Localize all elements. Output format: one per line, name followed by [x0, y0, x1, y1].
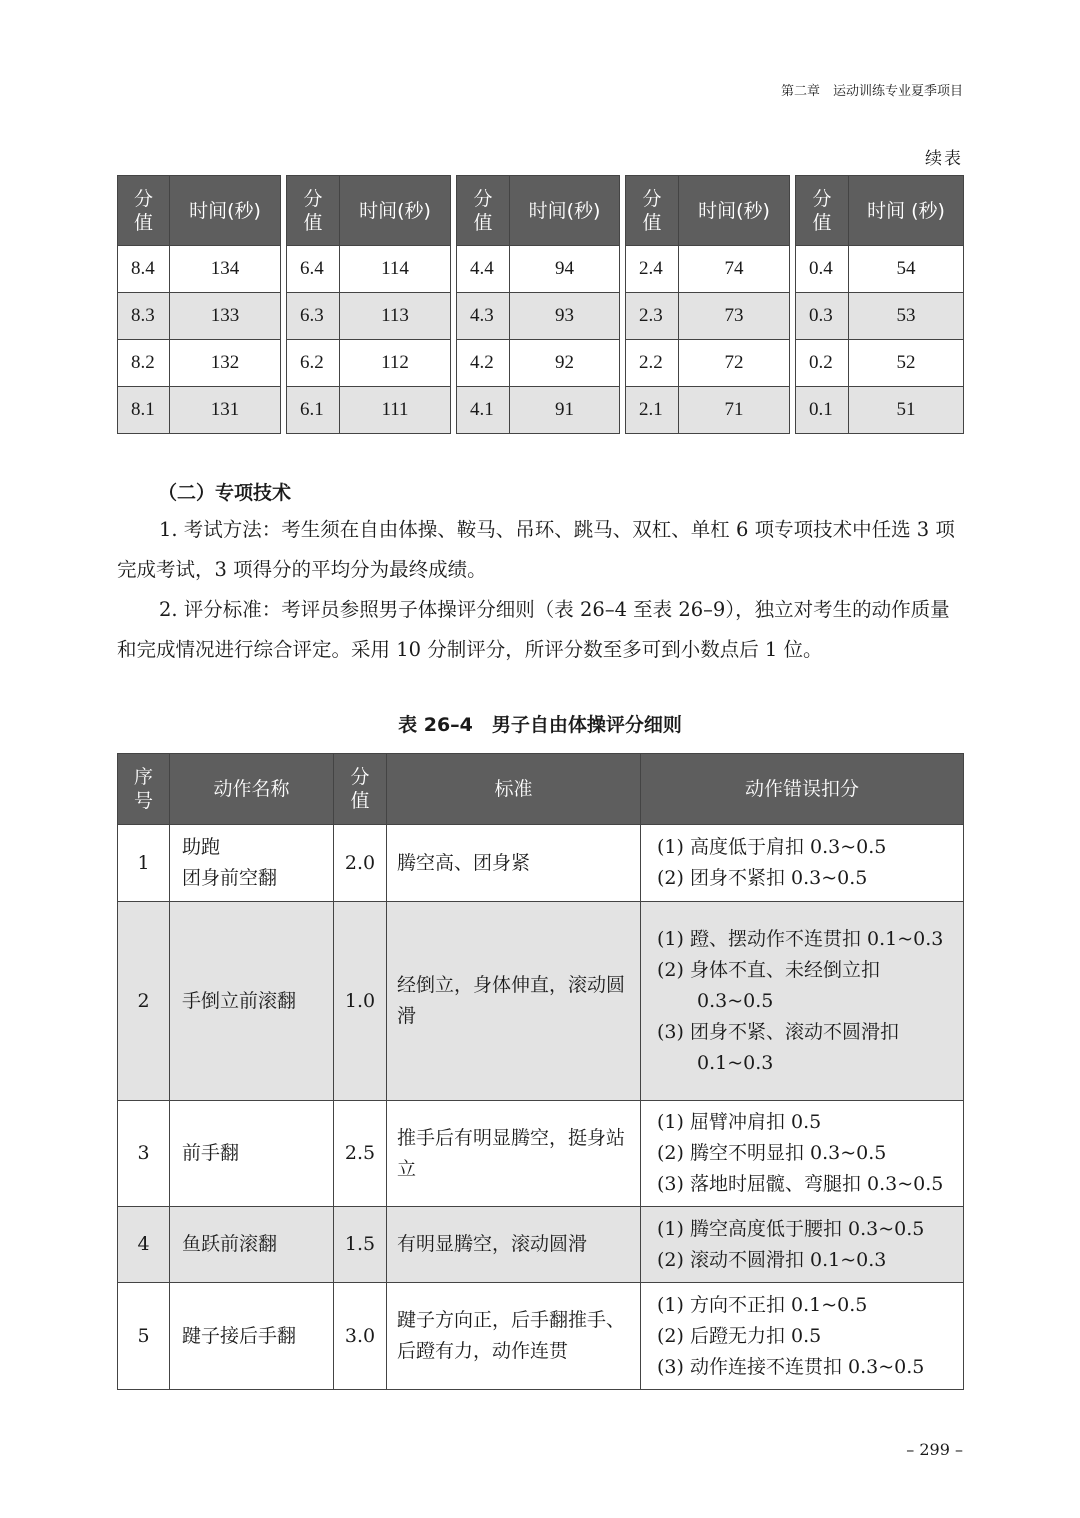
table-caption: 表 26–4 男子自由体操评分细则: [398, 714, 682, 736]
score-header: 分 值: [457, 176, 510, 246]
table-row: 2.2 72: [626, 340, 790, 387]
continued-label: 续表: [925, 149, 963, 169]
table-row: 2.4 74: [626, 246, 790, 293]
header-standard: 标准: [387, 754, 641, 825]
table-row: 6.3 113: [287, 293, 451, 340]
running-header: 第二章 运动训练专业夏季项目: [780, 84, 963, 99]
table-row: 8.1 131: [118, 387, 281, 434]
table-row: 1 助跑 团身前空翻 2.0 腾空高、团身紧 (1) 高度低于肩扣 0.3~0.5 (2) 团身不紧扣 0.3~0.5: [118, 825, 964, 902]
table-row: 8.2 132: [118, 340, 281, 387]
table-row: 4.3 93: [457, 293, 620, 340]
paragraph-scoring-standard: 2. 评分标准：考评员参照男子体操评分细则（表 26–4 至表 26–9），独立对考生的动作质量和完成情况进行综合评定。采用 10 分制评分，所评分数至多可到小数点后 1 位。: [117, 598, 950, 661]
time-header: 时间(秒): [340, 176, 451, 246]
paragraph-exam-method: 1. 考试方法：考生须在自由体操、鞍马、吊环、跳马、双杠、单杠 6 项专项技术中任选 3 项完成考试，3 项得分的平均分为最终成绩。: [117, 518, 955, 581]
header-deductions: 动作错误扣分: [641, 754, 964, 825]
table-row: 0.1 51: [796, 387, 964, 434]
score-header: 分 值: [796, 176, 849, 246]
time-header: 时间(秒): [510, 176, 620, 246]
table-row: 0.2 52: [796, 340, 964, 387]
score-table-4: [625, 175, 790, 434]
table-row: 2.3 73: [626, 293, 790, 340]
table-row: 4.2 92: [457, 340, 620, 387]
score-table-1: [117, 175, 281, 434]
score-header: 分 值: [287, 176, 340, 246]
table-row: 5 踺子接后手翻 3.0 踺子方向正，后手翻推手、后蹬有力，动作连贯 (1) 方向不正扣 0.1~0.5 (2) 后蹬无力扣 0.5 (3) 动作连接不连贯扣 0.3~0.5: [118, 1283, 964, 1390]
table-row: 6.4 114: [287, 246, 451, 293]
header-name: 动作名称: [170, 754, 334, 825]
header-seq: 序 号: [118, 754, 170, 825]
rules-table: [117, 753, 964, 1390]
time-header: 时间(秒): [679, 176, 790, 246]
table-row: 8.3 133: [118, 293, 281, 340]
table-row: 6.2 112: [287, 340, 451, 387]
score-header: 分 值: [118, 176, 170, 246]
table-row: 2 手倒立前滚翻 1.0 经倒立，身体伸直，滚动圆滑 (1) 蹬、摆动作不连贯扣 0.1~0.3 (2) 身体不直、未经倒立扣 0.3~0.5 (3) 团身不紧、滚动不圆滑扣 0.1~0.3: [118, 902, 964, 1101]
header-points: 分 值: [334, 754, 387, 825]
section-heading: （二）专项技术: [158, 482, 292, 504]
table-row: 0.3 53: [796, 293, 964, 340]
score-table-2: [286, 175, 451, 434]
table-row: 8.4 134: [118, 246, 281, 293]
table-row: 4.4 94: [457, 246, 620, 293]
table-row: 3 前手翻 2.5 推手后有明显腾空，挺身站立 (1) 屈臂冲肩扣 0.5 (2) 腾空不明显扣 0.3~0.5 (3) 落地时屈髋、弯腿扣 0.3~0.5: [118, 1101, 964, 1207]
table-row: 4 鱼跃前滚翻 1.5 有明显腾空，滚动圆滑 (1) 腾空高度低于腰扣 0.3~0.5 (2) 滚动不圆滑扣 0.1~0.3: [118, 1207, 964, 1283]
time-header: 时间(秒): [170, 176, 281, 246]
page-number: – 299 –: [906, 1440, 963, 1459]
time-header: 时间 (秒): [849, 176, 964, 246]
table-row: 4.1 91: [457, 387, 620, 434]
score-header: 分 值: [626, 176, 679, 246]
table-row: 6.1 111: [287, 387, 451, 434]
score-table-5: [795, 175, 964, 434]
table-row: 2.1 71: [626, 387, 790, 434]
table-row: 0.4 54: [796, 246, 964, 293]
score-table-3: [456, 175, 620, 434]
table-header-row: [118, 754, 964, 825]
